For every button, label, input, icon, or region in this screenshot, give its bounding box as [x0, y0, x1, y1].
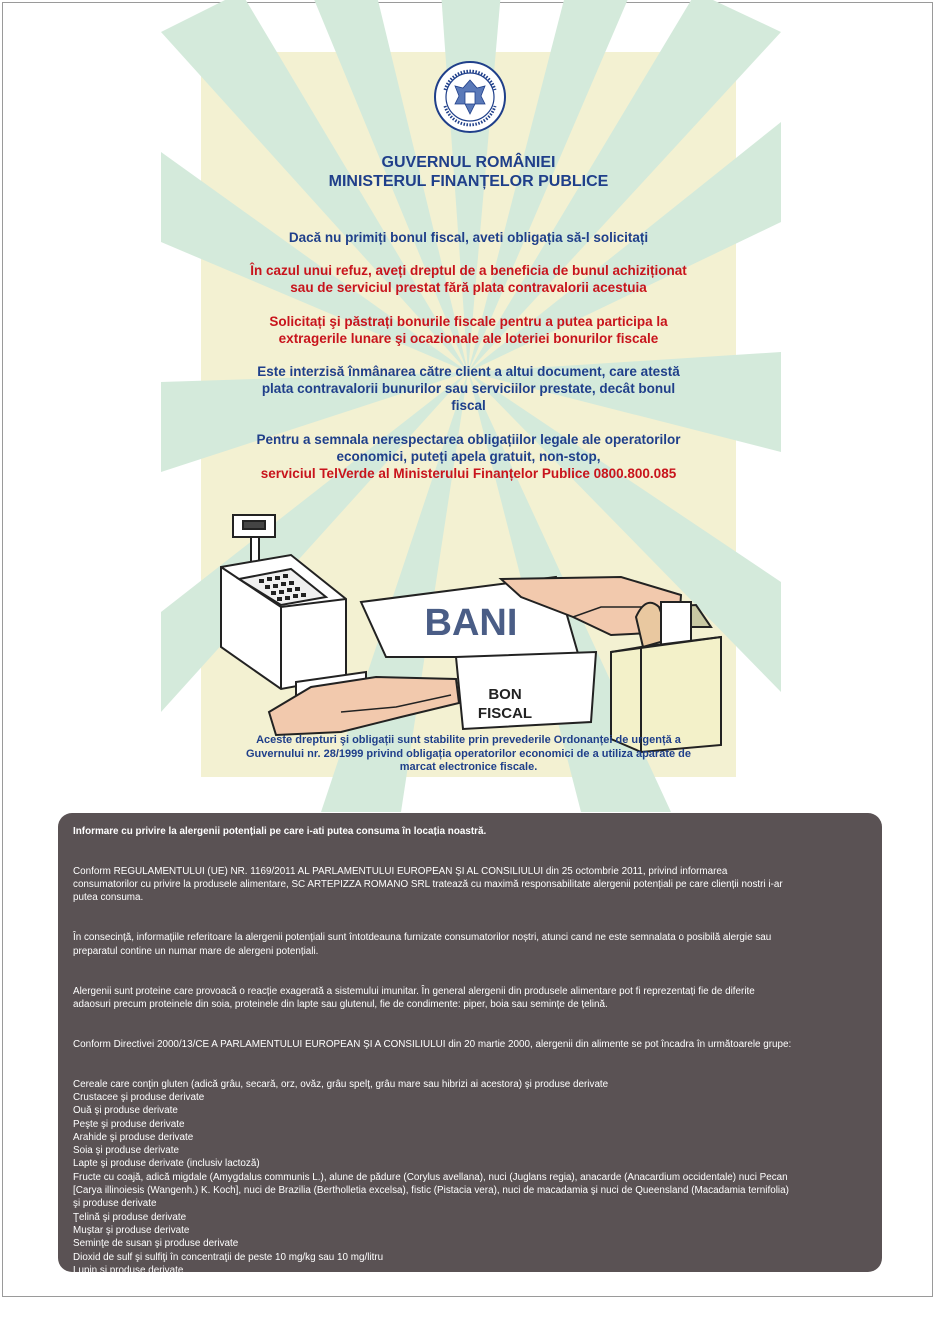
list-item: Ţelină şi produse derivate: [73, 1211, 187, 1223]
list-item: şi produse derivate: [73, 1198, 157, 1210]
allergen-title: Informare cu privire la alergenii potențiali pe care i-ati putea consuma în locația noastră.: [73, 826, 487, 837]
notice-request-receipt: Dacă nu primiți bonul fiscal, aveti obligația să-l solicitați: [288, 230, 649, 245]
ministry-seal-icon: [433, 60, 507, 134]
list-item: Arahide şi produse derivate: [73, 1131, 194, 1143]
list-item: [Carya illinoiesis (Wangenh.) K. Koch], nuci de Brazilia (Bertholletia excelsa), fistic (Pistacia vera), nuci de macadamia şi nuci de Queensland (Macadamia ternifolia): [73, 1185, 789, 1197]
allergen-information-box: [58, 813, 882, 1316]
list-item: Moluşte şi produse derivate: [73, 1278, 194, 1290]
fiscal-receipt-poster: [201, 52, 736, 777]
allergen-group-list: [73, 1078, 866, 1291]
poster-legal-footer: Aceste drepturi şi obligații sunt stabilite prin prevederile Ordonanței de urgență a Guvernului nr. 28/1999 privind obligația operatorilor economici de a utiliza aparate de marcat electronice fiscale.: [245, 734, 691, 773]
allergen-paragraph-consequence: În consecință, informațiile referitoare la alergenii potențiali sunt întotdeauna furnizate consumatorilor noștri, atunci cand ne este semnalata o posibilă alergie sau preparatul contine un numar mare de alergeni potențiali.: [73, 932, 772, 957]
allergen-closing-note: În cazul în care suferiţi de o alergie, vă rugăm să solicitaţi informaţii suplimentare înainte de efectuarea comenzii. Vă mulţumim pentru înţelegere!: [73, 1304, 755, 1316]
list-item: Fructe cu coajă, adică migdale (Amygdalus communis L.), alune de pădure (Corylus avellana), nuci (Juglans regia), anacarde (Anacardium occidentale) nuci Pecan: [73, 1171, 788, 1183]
list-item: Soia şi produse derivate: [73, 1145, 179, 1157]
telverde-phone: serviciul TelVerde al Ministerului Finanțelor Publice 0800.800.085: [260, 466, 677, 481]
list-item: Lapte şi produse derivate (inclusiv lactoză): [73, 1158, 260, 1170]
list-item: Dioxid de sulf şi sulfiţi în concentraţii de peste 10 mg/kg sau 10 mg/litru: [73, 1251, 384, 1263]
transaction-illustration: [201, 507, 736, 752]
notice-forbidden-document: Este interzisă înmânarea către client a altui document, care atestă plata contravalorii bunurilor sau serviciilor prestate, decât bonul fiscal: [257, 364, 680, 413]
heading-line: GUVERNUL ROMÂNIEI: [381, 154, 556, 171]
cash-register-icon: [221, 515, 366, 699]
notice-lottery: Solicitați şi păstrați bonurile fiscale pentru a putea participa la extragerile lunare şi ocazionale ale loteriei bonurilor fiscale: [269, 314, 668, 346]
allergen-paragraph-regulation: Conform REGULAMENTULUI (UE) NR. 1169/2011 AL PARLAMENTULUI EUROPEAN ŞI AL CONSILIULUI din 25 octombrie 2011, privind informarea consumatorilor cu privire la produsele alimentare, SC ARTEPIZZA ROMANO SRL tratează cu maximă responsabilitate alergenii potențiali pe care clienții nostri i-ar putea consuma.: [73, 865, 783, 904]
list-item: Peşte şi produse derivate: [73, 1118, 185, 1130]
list-item: Seminţe de susan şi produse derivate: [73, 1238, 239, 1250]
list-item: Lupin şi produse derivate: [73, 1264, 184, 1276]
list-item: Ouă şi produse derivate: [73, 1105, 178, 1117]
list-item: Crustacee şi produse derivate: [73, 1091, 205, 1103]
fiscal-label: FISCAL: [477, 705, 533, 722]
list-item: Cereale care conţin gluten (adică grâu, secară, orz, ovăz, grâu spelţ, grâu mare sau hibrizi ai acestora) şi produse derivate: [73, 1078, 609, 1090]
list-item: Muştar şi produse derivate: [73, 1224, 190, 1236]
bon-label: BON: [488, 686, 522, 703]
heading-line: MINISTERUL FINANȚELOR PUBLICE: [328, 173, 609, 190]
bani-label: BANI: [424, 602, 518, 644]
notice-refusal: În cazul unui refuz, aveți dreptul de a beneficia de bunul achiziționat sau de serviciul prestat fără plata contravalorii acestuia: [250, 263, 687, 295]
poster-heading: [201, 153, 736, 191]
allergen-paragraph-definition: Alergenii sunt proteine care provoacă o reacție exagerată a sistemului imunitar. În general alergenii din produsele alimentare pot fi reprezentați fie de diferite adaosuri precum proteinele din soia, proteinele din lapte sau glutenul, fie de condimente: piper, boia sau semințe de țelină.: [73, 985, 755, 1010]
allergen-paragraph-directive: Conform Directivei 2000/13/CE A PARLAMENTULUI EUROPEAN ŞI A CONSILIULUI din 20 martie 2000, alergenii din alimente se pot încadra în următoarele grupe:: [73, 1038, 792, 1050]
notice-telverde: Pentru a semnala nerespectarea obligațiilor legale ale operatorilor economici, puteți apela gratuit, non-stop, serviciul TelVerde al Ministerului Finanțelor Publice 0800.800.085: [201, 431, 736, 482]
